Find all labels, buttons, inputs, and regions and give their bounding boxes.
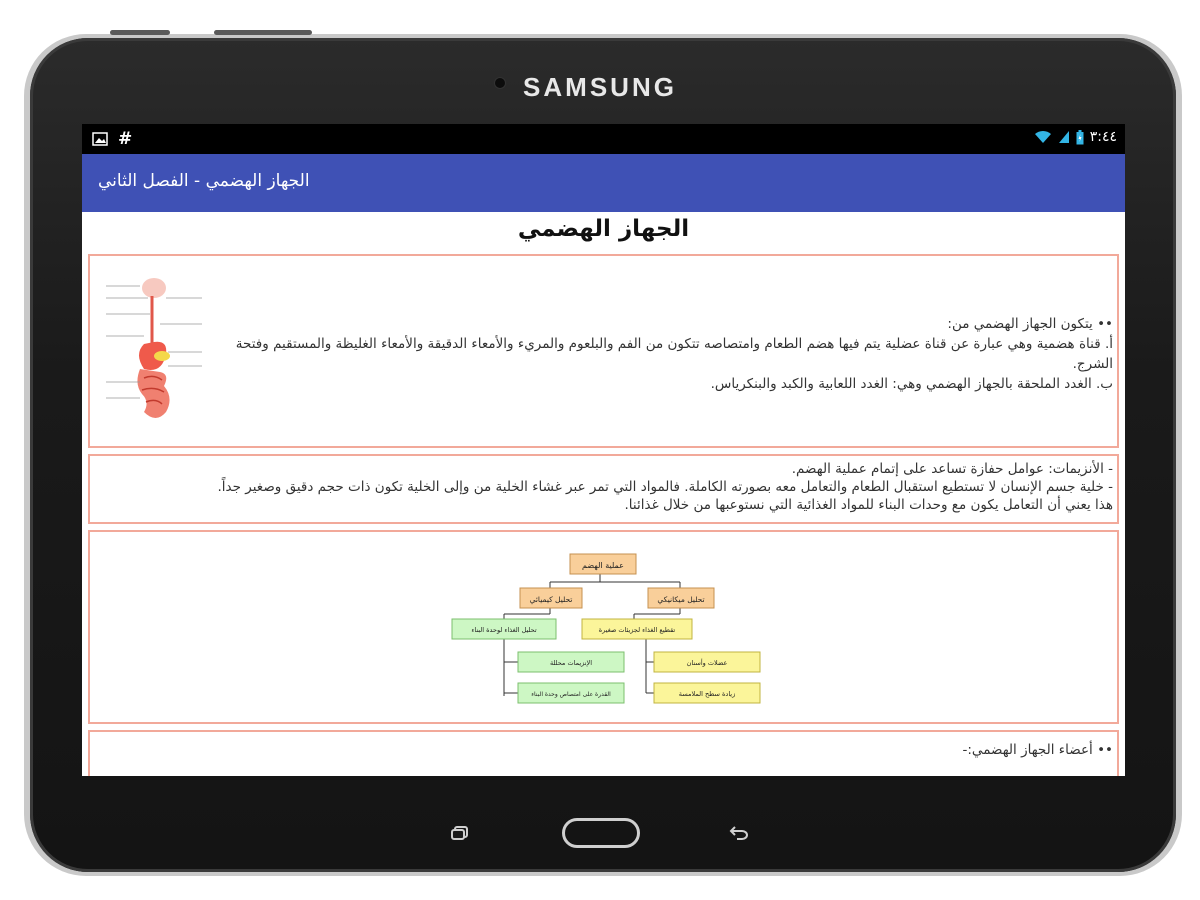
volume-button [110,30,170,35]
node-label: تحليل ميكانيكي [657,595,705,604]
text-line: ب. الغدد الملحقة بالجهاز الهضمي وهي: الغدد اللعابية والكبد والبنكرياس. [710,376,1113,392]
organs-heading: •• أعضاء الجهاز الهضمي:- [962,742,1113,758]
section-card-flowchart [88,530,1119,724]
status-bar [82,124,1125,154]
text-line: - الأنزيمات: عوامل حفازة تساعد على إتمام عملية الهضم. [791,461,1113,477]
node-label: تحليل الغذاء لوحدة البناء [471,626,537,634]
section-card-enzymes [88,454,1119,524]
app-bar [82,154,1125,212]
hash-notification-icon: # [118,129,133,149]
flowchart-node-root [570,554,636,574]
node-label: الإنزيمات محللة [549,659,593,667]
node-label: عضلات وأسنان [686,659,728,667]
battery-icon [1076,130,1084,145]
text-line: •• يتكون الجهاز الهضمي من: [947,316,1113,332]
node-label: زيادة سطح الملامسة [678,690,736,698]
front-camera [495,78,505,88]
text-line: هذا يعني أن التعامل يكون مع وحدات البناء للمواد الغذائية التي نستوعبها من خلال غذائنا. [624,497,1113,513]
flowchart-node-mech-leaf-1 [654,652,760,672]
section-card-organs [88,730,1119,776]
flowchart-node-mech-leaf-2 [654,683,760,703]
enzymes-text [93,460,1113,514]
page-title: الجهاز الهضمي [517,216,690,242]
digestive-system-illustration [104,274,204,434]
clock: ٣:٤٤ [1089,129,1117,145]
flowchart-node-mechanical [648,588,714,608]
power-button [214,30,312,35]
content-scroll[interactable] [82,212,1125,776]
flowchart-node-chem-leaf-1 [518,652,624,672]
recent-apps-icon[interactable] [451,826,469,840]
node-label: تحليل كيميائي [529,595,573,604]
digestion-flowchart [450,546,770,706]
back-icon[interactable] [729,824,749,840]
home-button[interactable] [562,818,640,848]
flowchart-node-chemical [520,588,582,608]
flowchart-node-chemical-child [452,619,556,639]
section-card-composition [88,254,1119,448]
app-title: الجهاز الهضمي - الفصل الثاني [98,171,310,191]
flowchart-node-chem-leaf-2 [518,683,624,703]
composition-text [233,314,1113,394]
text-line: أ. قناة هضمية وهي عبارة عن قناة عضلية يتم فيها هضم الطعام وامتصاصه تتكون من الفم والبلعوم والمريء والأمعاء الدقيقة والأمعاء الغليظة والمستقيم وفتحة الشرج. [235,336,1113,372]
image-notification-icon [92,132,108,146]
signal-icon [1058,130,1070,144]
flowchart-node-mechanical-child [582,619,692,639]
brand-logo: SAMSUNG [523,72,677,102]
node-label: القدرة على امتصاص وحدة البناء [531,691,611,698]
node-label: تقطيع الغذاء لجزيئات صغيرة [598,626,676,634]
device-screen [82,124,1125,776]
text-line: - خلية جسم الإنسان لا تستطيع استقبال الطعام والتعامل معه بصورته الكاملة. فالمواد التي تمر عبر غشاء الخلية من وإلى الخلية تكون ذات حجم دقيق وصغير جداً. [217,479,1113,495]
node-label: عملية الهضم [582,561,624,570]
wifi-icon [1034,130,1052,144]
